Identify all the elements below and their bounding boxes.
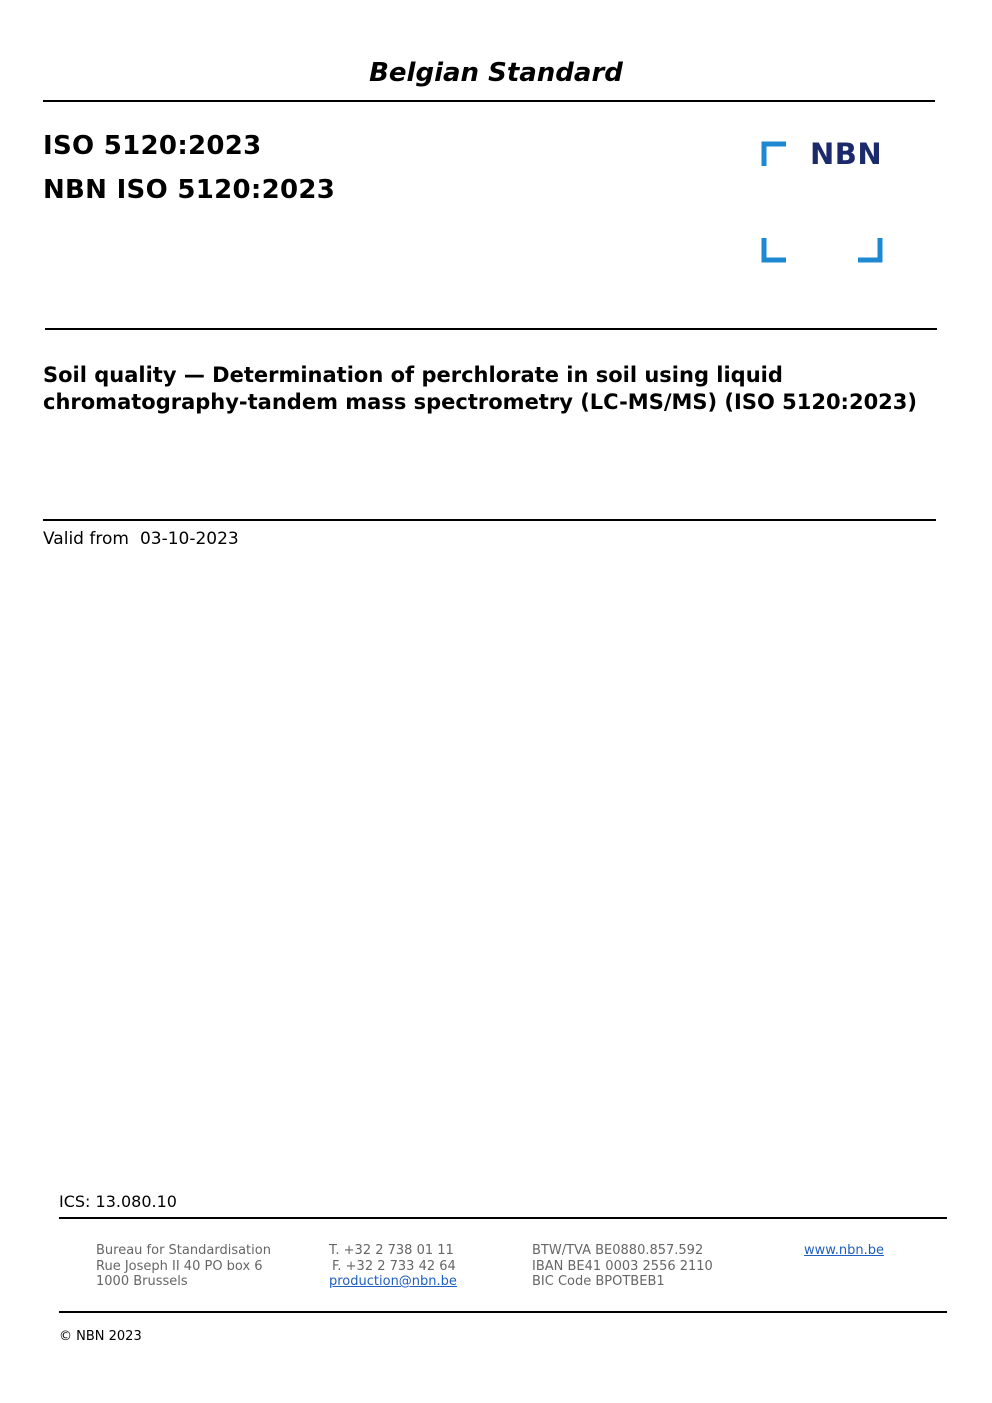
- footer-address: [96, 1243, 271, 1290]
- footer-contact: [329, 1243, 457, 1290]
- nbn-code: NBN ISO 5120:2023: [43, 175, 336, 205]
- ics-code: ICS: 13.080.10: [59, 1192, 177, 1211]
- valid-date: 03-10-2023: [139, 529, 239, 549]
- copyright: © NBN 2023: [59, 1329, 142, 1344]
- vat-number: BTW/TVA BE0880.857.592: [532, 1243, 704, 1258]
- validity: [43, 529, 239, 549]
- bic-code: BIC Code BPOTBEB1: [532, 1274, 665, 1289]
- divider-footer-bottom: [59, 1311, 947, 1313]
- iban-number: IBAN BE41 0003 2556 2110: [532, 1258, 713, 1274]
- divider-title: [43, 519, 936, 521]
- email-link[interactable]: production@nbn.be: [329, 1274, 457, 1289]
- document-title: Soil quality — Determination of perchlorate in soil using liquid chromatography-tandem mass spectrometry (LC-MS/MS) (ISO 5120:2023): [43, 363, 918, 414]
- logo-text: NBN: [810, 137, 883, 171]
- divider-footer-top: [59, 1217, 947, 1219]
- page-heading: Belgian Standard: [369, 58, 623, 88]
- address-line: 1000 Brussels: [96, 1274, 188, 1289]
- footer-bank: [532, 1243, 713, 1290]
- fax-number: F. +32 2 733 42 64: [332, 1258, 456, 1274]
- iso-code: ISO 5120:2023: [43, 131, 262, 161]
- address-line: Bureau for Standardisation: [96, 1243, 271, 1258]
- phone-number: T. +32 2 738 01 11: [329, 1243, 454, 1258]
- footer-website: [804, 1243, 884, 1259]
- website-link[interactable]: www.nbn.be: [804, 1243, 884, 1258]
- divider-top: [43, 100, 935, 102]
- valid-label: Valid from: [43, 529, 129, 549]
- divider-header: [45, 328, 937, 330]
- address-line: Rue Joseph II 40 PO box 6: [96, 1258, 263, 1274]
